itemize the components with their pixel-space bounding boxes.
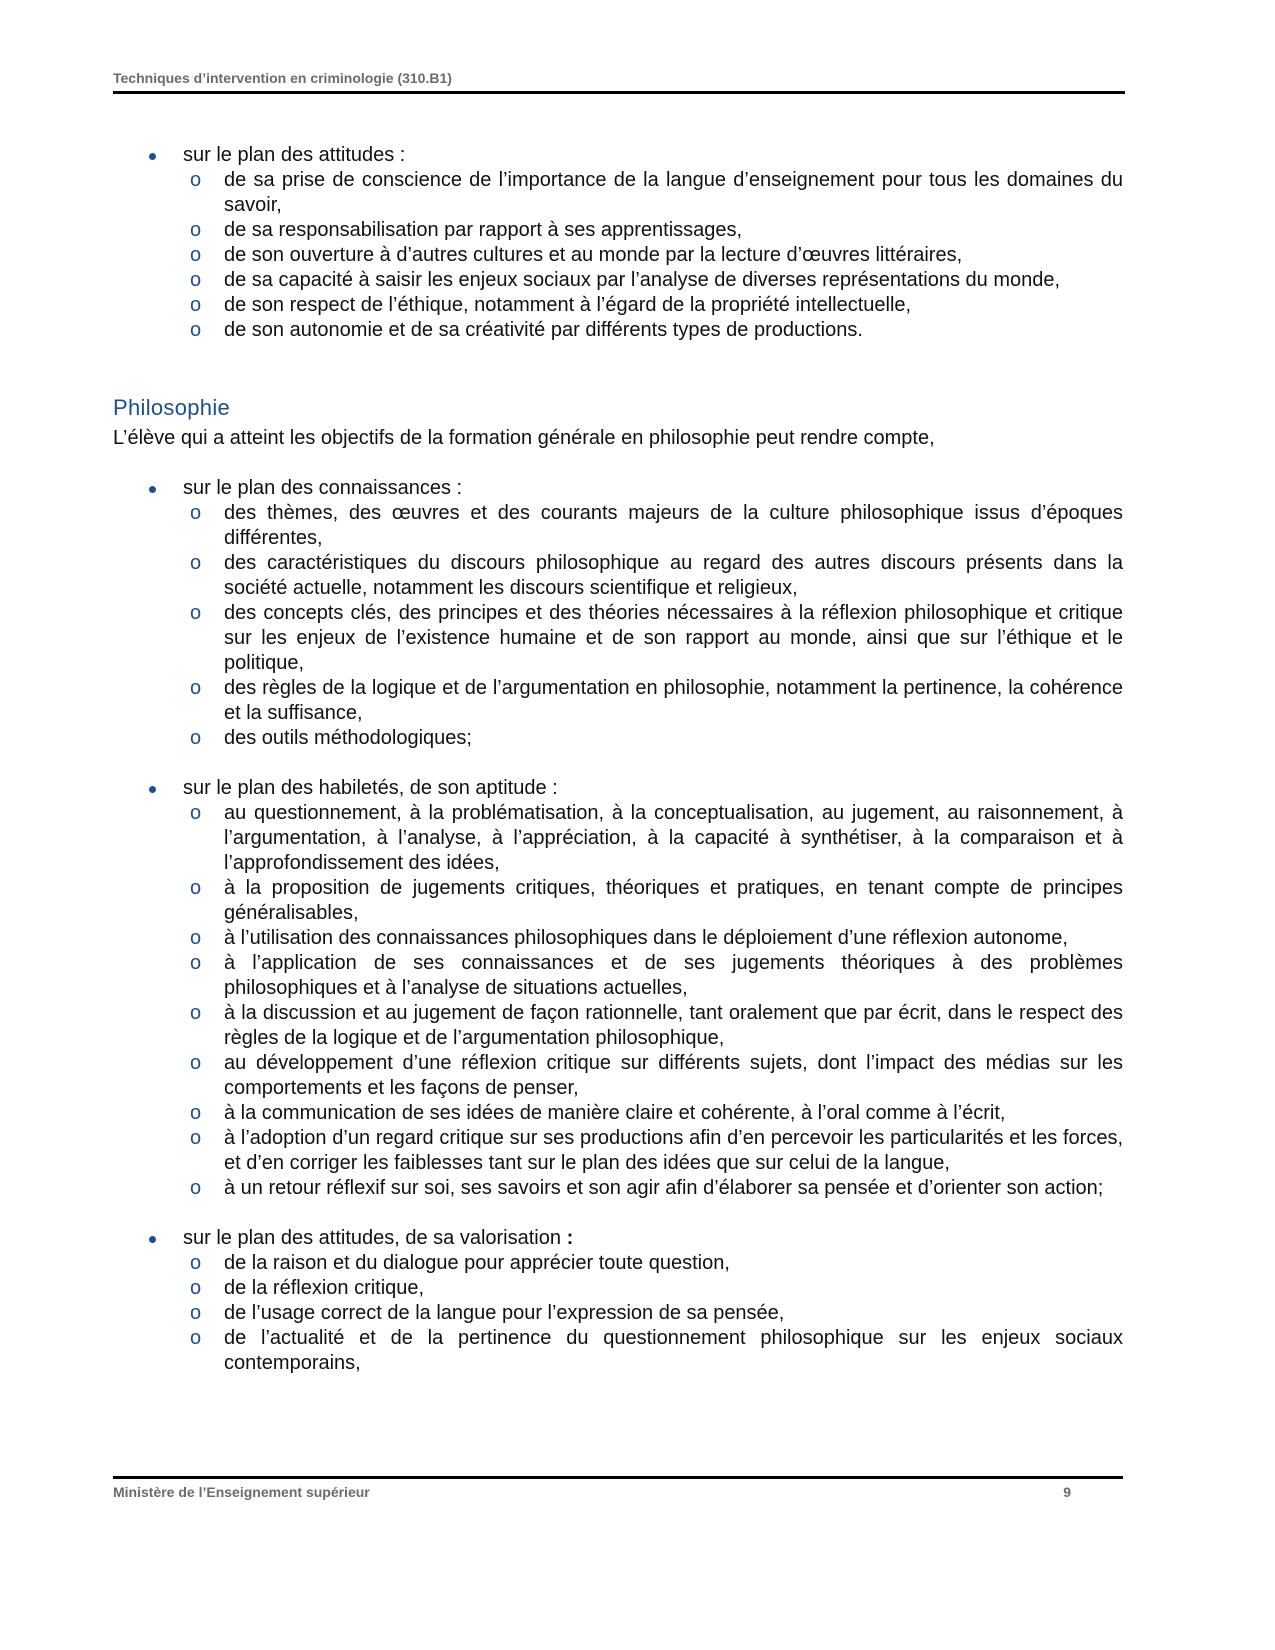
list-item: o des caractéristiques du discours philosophique au regard des autres discours présents dans la société actuelle, notamment les discours scientifique et religieux, [113, 551, 1123, 601]
list-item: o de son autonomie et de sa créativité par différents types de productions. [113, 318, 1123, 343]
bullet-heading: sur le plan des attitudes : [113, 143, 1123, 168]
list-item: o à la discussion et au jugement de façon rationnelle, tant oralement que par écrit, dans le respect des règles de la logique et de l’argumentation philosophique, [113, 1001, 1123, 1051]
footer-ministry: Ministère de l’Enseignement supérieur [113, 1484, 370, 1500]
list-item: o au questionnement, à la problématisation, à la conceptualisation, au jugement, au raisonnement, à l’argumentation, à l’analyse, à l’appréciation, à la capacité à synthétiser, à la comparaison et à l’approfondissement des idées, [113, 801, 1123, 876]
list-item: o de son respect de l’éthique, notamment à l’égard de la propriété intellectuelle, [113, 293, 1123, 318]
list-item: o des outils méthodologiques; [113, 726, 1123, 751]
header-title: Techniques d’intervention en criminologie (310.B1) [113, 70, 452, 86]
list-item: o de l’actualité et de la pertinence du questionnement philosophique sur les enjeux sociaux contemporains, [113, 1326, 1123, 1376]
page-footer [113, 1476, 1123, 1500]
page-content [113, 143, 1123, 1376]
list-item: o à la communication de ses idées de manière claire et cohérente, à l’oral comme à l’écrit, [113, 1101, 1123, 1126]
bullet-colon: : [566, 1227, 574, 1249]
list-item: o à l’adoption d’un regard critique sur ses productions afin d’en percevoir les particularités et les forces, et d’en corriger les faiblesses tant sur le plan des idées que sur celui de la langue, [113, 1126, 1123, 1176]
sub-list [113, 801, 1123, 1201]
list-item: o des concepts clés, des principes et des théories nécessaires à la réflexion philosophique et critique sur les enjeux de l’existence humaine et de son rapport au monde, ainsi que sur l’éthique et le politique, [113, 601, 1123, 676]
list-item: o des règles de la logique et de l’argumentation en philosophie, notamment la pertinence, la cohérence et la suffisance, [113, 676, 1123, 726]
page-header [113, 70, 1125, 94]
sub-list [113, 168, 1123, 343]
sub-list [113, 1251, 1123, 1376]
list-item: o à la proposition de jugements critiques, théoriques et pratiques, en tenant compte de principes généralisables, [113, 876, 1123, 926]
list-item: o à l’application de ses connaissances et de ses jugements théoriques à des problèmes philosophiques et à l’analyse de situations actuelles, [113, 951, 1123, 1001]
bullet-heading: sur le plan des habiletés, de son aptitude : [113, 776, 1123, 801]
list-item: o de sa responsabilisation par rapport à ses apprentissages, [113, 218, 1123, 243]
list-item: o de la raison et du dialogue pour apprécier toute question, [113, 1251, 1123, 1276]
sub-list [113, 501, 1123, 751]
page-number: 9 [1063, 1484, 1071, 1500]
list-item: o des thèmes, des œuvres et des courants majeurs de la culture philosophique issus d’époques différentes, [113, 501, 1123, 551]
section-heading: Philosophie [113, 395, 231, 420]
list-item: o de son ouverture à d’autres cultures et au monde par la lecture d’œuvres littéraires, [113, 243, 1123, 268]
list-item: o à l’utilisation des connaissances philosophiques dans le déploiement d’une réflexion autonome, [113, 926, 1123, 951]
list-item: o de l’usage correct de la langue pour l’expression de sa pensée, [113, 1301, 1123, 1326]
list-item: o de sa capacité à saisir les enjeux sociaux par l’analyse de diverses représentations du monde, [113, 268, 1123, 293]
bullet-heading [113, 1226, 1123, 1251]
list-item: o de sa prise de conscience de l’importance de la langue d’enseignement pour tous les domaines du savoir, [113, 168, 1123, 218]
list-item: o au développement d’une réflexion critique sur différents sujets, dont l’impact des médias sur les comportements et les façons de penser, [113, 1051, 1123, 1101]
bullet-heading: sur le plan des connaissances : [113, 476, 1123, 501]
list-item: o de la réflexion critique, [113, 1276, 1123, 1301]
intro-paragraph: L’élève qui a atteint les objectifs de la formation générale en philosophie peut rendre compte, [113, 427, 935, 449]
list-item: o à un retour réflexif sur soi, ses savoirs et son agir afin d’élaborer sa pensée et d’orienter son action; [113, 1176, 1123, 1201]
bullet-text: sur le plan des attitudes, de sa valorisation [183, 1227, 567, 1249]
